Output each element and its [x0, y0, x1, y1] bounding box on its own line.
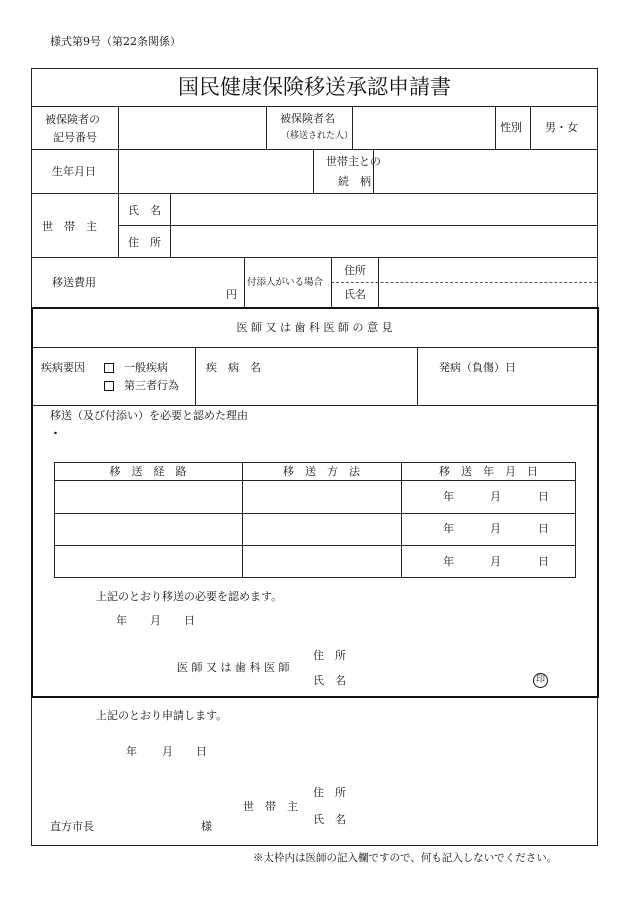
table-header-date: 移 送 年 月 日 — [439, 465, 538, 478]
row-day: 日 — [538, 522, 549, 535]
application-address-label: 住 所 — [313, 786, 346, 799]
doctor-address-label: 住 所 — [313, 649, 346, 662]
application-name-label: 氏 名 — [313, 813, 346, 826]
route-cell[interactable] — [55, 481, 241, 512]
attendant-name-label: 氏名 — [344, 288, 366, 301]
insured-number-field[interactable] — [119, 107, 265, 149]
application-householder-label: 世 帯 主 — [243, 800, 298, 813]
attendant-name-field[interactable] — [379, 284, 596, 306]
row-month: 月 — [490, 522, 501, 535]
method-cell[interactable] — [243, 546, 400, 577]
row-year: 年 — [443, 522, 454, 535]
doctor-date-day: 日 — [184, 614, 195, 627]
birthdate-label: 生年月日 — [52, 165, 96, 178]
row-year: 年 — [443, 490, 454, 503]
addressee-honorific: 様 — [201, 820, 212, 833]
insured-name-sub: （移送された人） — [281, 131, 354, 141]
footer-note: ※太枠内は医師の記入欄ですので、何も記入しないでください。 — [253, 852, 558, 864]
cause-third-party-checkbox[interactable] — [104, 381, 114, 391]
householder-address-label: 住 所 — [128, 236, 161, 249]
route-cell[interactable] — [55, 514, 241, 544]
insured-number-label-1: 被保険者の — [45, 113, 100, 126]
reason-field[interactable] — [62, 426, 592, 456]
cause-general-checkbox[interactable] — [104, 363, 114, 373]
attendant-address-label: 住所 — [344, 264, 366, 277]
table-header-route: 移 送 経 路 — [109, 465, 187, 478]
birthdate-field[interactable] — [119, 150, 312, 192]
insured-name-label: 被保険者名 — [280, 112, 335, 125]
cause-label: 疾病要因 — [41, 361, 85, 374]
relation-field[interactable] — [374, 150, 596, 192]
application-date-day: 日 — [196, 745, 207, 758]
sex-label: 性別 — [500, 121, 522, 134]
doctor-section-heading: 医 師 又 は 歯 科 医 師 の 意 見 — [236, 321, 393, 334]
sex-options[interactable]: 男・女 — [545, 121, 578, 134]
insured-name-field[interactable] — [353, 107, 495, 149]
application-date-year: 年 — [126, 745, 137, 758]
form-number: 様式第9号（第22条関係） — [50, 35, 181, 48]
doctor-date-year: 年 — [116, 614, 127, 627]
reason-bullet: ・ — [50, 427, 61, 440]
row-day: 日 — [538, 555, 549, 568]
cause-general-label: 一般疾病 — [124, 361, 168, 374]
form-title: 国民健康保険移送承認申請書 — [178, 75, 451, 99]
application-statement: 上記のとおり申請します。 — [96, 709, 228, 722]
application-date-month: 月 — [162, 745, 173, 758]
row-day: 日 — [538, 490, 549, 503]
householder-name-field[interactable] — [171, 194, 596, 224]
disease-name-label: 疾 病 名 — [206, 361, 261, 374]
addressee-label: 直方市長 — [50, 820, 94, 833]
householder-address-field[interactable] — [171, 226, 596, 256]
relation-label-1: 世帯主との — [326, 155, 381, 168]
attendant-label: 付添人がいる場合 — [247, 277, 324, 288]
row-month: 月 — [490, 555, 501, 568]
doctor-name-label: 氏 名 — [313, 674, 346, 687]
householder-label: 世 帯 主 — [42, 220, 97, 233]
onset-date-label: 発病（負傷）日 — [439, 361, 516, 374]
attendant-address-field[interactable] — [379, 258, 596, 281]
doctor-signer-label: 医 師 又 は 歯 科 医 師 — [177, 661, 290, 674]
method-cell[interactable] — [243, 481, 400, 512]
reason-label: 移送（及び付添い）を必要と認めた理由 — [50, 409, 248, 422]
yen-unit: 円 — [226, 288, 237, 301]
method-cell[interactable] — [243, 514, 400, 544]
transport-cost-label: 移送費用 — [52, 276, 96, 289]
onset-date-field[interactable] — [520, 349, 596, 404]
row-year: 年 — [443, 555, 454, 568]
insured-number-label-2: 記号番号 — [53, 131, 97, 144]
transport-cost-field[interactable] — [119, 258, 243, 306]
seal-icon: 印 — [533, 673, 548, 688]
cause-third-party-label: 第三者行為 — [124, 379, 179, 392]
route-cell[interactable] — [55, 546, 241, 577]
relation-label-2: 続 柄 — [338, 175, 371, 188]
table-header-method: 移 送 方 法 — [283, 465, 360, 478]
row-month: 月 — [490, 490, 501, 503]
doctor-approval-text: 上記のとおり移送の必要を認めます。 — [96, 590, 283, 603]
disease-name-field[interactable] — [270, 349, 415, 404]
doctor-date-month: 月 — [150, 614, 161, 627]
householder-name-label: 氏 名 — [128, 204, 161, 217]
